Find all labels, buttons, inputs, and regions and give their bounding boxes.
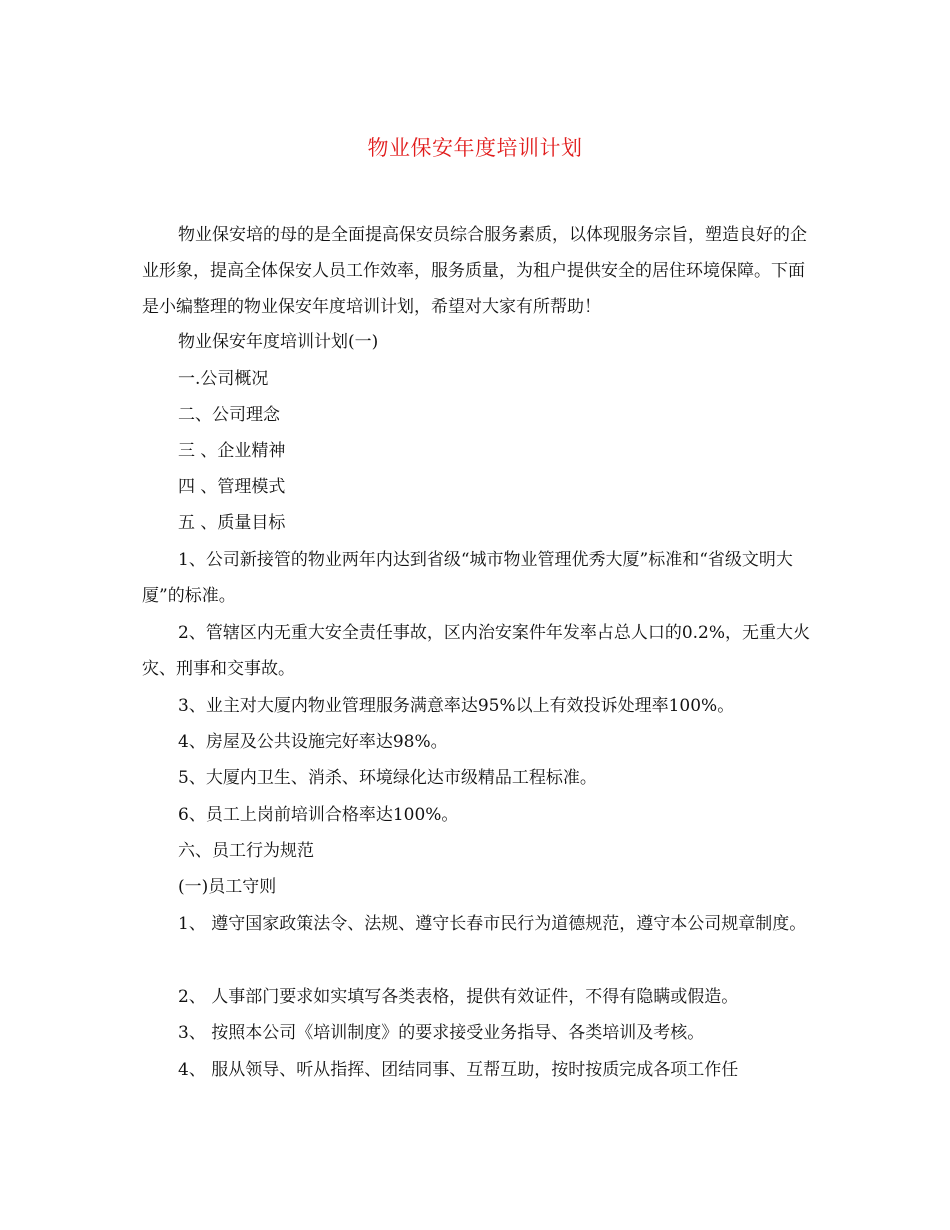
section-enterprise-spirit: 三 、企业精神 [178,441,286,461]
section-staff-conduct: 六、员工行为规范 [178,841,314,861]
quality-goal-item: 1、公司新接管的物业两年内达到省级“城市物业管理优秀大厦”标准和“省级文明大厦”的标准。 [142,550,793,606]
quality-goal-item: 6、员工上岗前培训合格率达100%。 [178,805,459,825]
quality-goal-item: 4、房屋及公共设施完好率达98%。 [178,732,448,752]
quality-goal-item: 3、业主对大厦内物业管理服务满意率达95%以上有效投诉处理率100%。 [178,696,735,716]
section-quality-goals: 五 、质量目标 [178,513,286,533]
section-company-philosophy: 二、公司理念 [178,405,280,425]
staff-rule-item: 4、 服从领导、听从指挥、团结同事、互帮互助，按时按质完成各项工作任 [178,1060,739,1080]
document-title: 物业保安年度培训计划 [367,136,583,160]
plan-subtitle: 物业保安年度培训计划(一) [178,332,379,352]
quality-goal-item: 5、大厦内卫生、消杀、环境绿化达市级精品工程标准。 [178,768,597,788]
subsection-staff-rules: (一)员工守则 [178,877,277,897]
intro-paragraph: 物业保安培的母的是全面提高保安员综合服务素质，以体现服务宗旨，塑造良好的企业形象，提高全体保安人员工作效率，服务质量，为租户提供安全的居住环境保障。下面是小编整理的物业保安年度培训计划，希望对大家有所帮助！ [142,225,807,317]
staff-rule-item: 2、 人事部门要求如实填写各类表格，提供有效证件，不得有隐瞒或假造。 [178,987,739,1007]
staff-rule-item: 1、 遵守国家政策法令、法规、遵守长春市民行为道德规范，遵守本公司规章制度。 [178,914,807,934]
staff-rule-item: 3、 按照本公司《培训制度》的要求接受业务指导、各类培训及考核。 [178,1023,705,1043]
quality-goal-item: 2、管辖区内无重大安全责任事故，区内治安案件年发率占总人口的0.2%，无重大火灾、刑事和交事故。 [142,623,811,679]
section-management-model: 四 、管理模式 [178,477,286,497]
section-company-overview: 一.公司概况 [178,369,269,389]
